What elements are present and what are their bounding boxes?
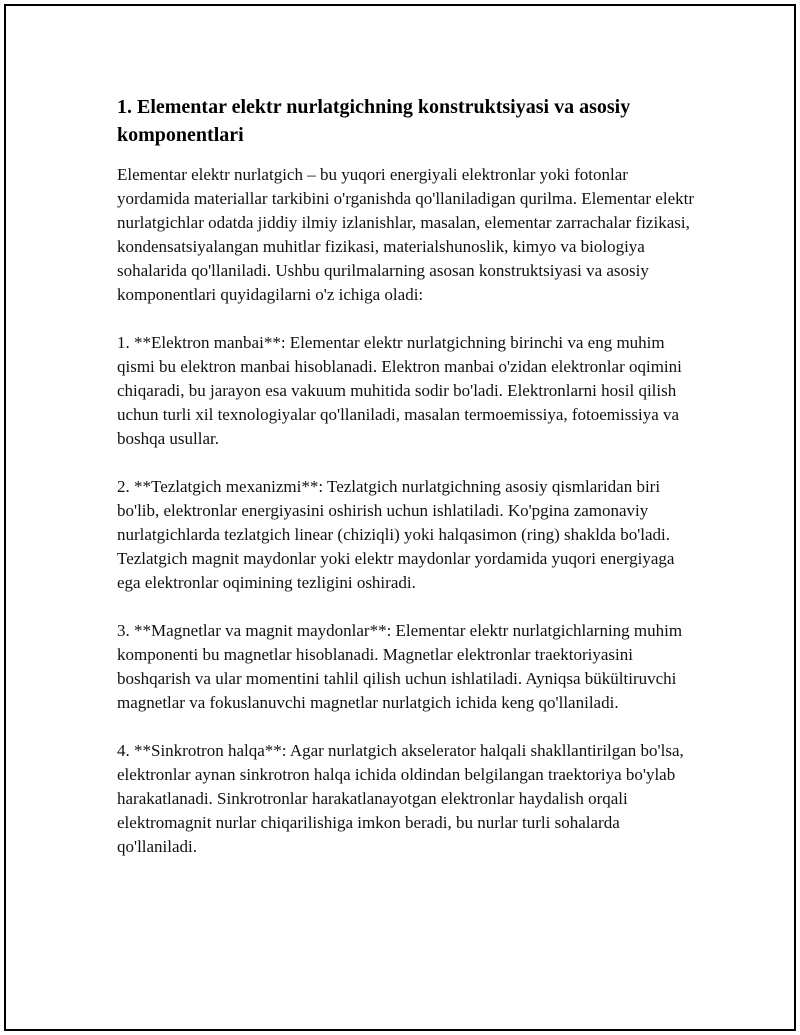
- paragraph-electron-source: 1. **Elektron manbai**: Elementar elektr nurlatgichning birinchi va eng muhim qismi bu elektron manbai hisoblanadi. Elektron manbai o'zidan elektronlar oqimini chiqaradi, bu jarayon esa vakuum muhitida sodir bo'ladi. Elektronlarni hosil qilish uchun turli xil texnologiyalar qo'llaniladi, masalan termoemissiya, fotoemissiya va boshqa usullar.: [117, 333, 682, 448]
- paragraph-synchrotron: 4. **Sinkrotron halqa**: Agar nurlatgich akselerator halqali shakllantirilgan bo'lsa, elektronlar aynan sinkrotron halqa ichida oldindan belgilangan traektoriya bo'ylab harakatlanadi. Sinkrotronlar harakatlanayotgan elektronlar haydalish orqali elektromagnit nurlar chiqarilishiga imkon beradi, bu nurlar turli sohalarda qo'llaniladi.: [117, 741, 684, 856]
- paragraph-magnets: 3. **Magnetlar va magnit maydonlar**: Elementar elektr nurlatgichlarning muhim komponenti bu magnetlar hisoblanadi. Magnetlar elektronlar traektoriyasini boshqarish va ular momentini tahlil qilish uchun ishlatiladi. Ayniqsa bükültiruvchi magnetlar va fokuslanuvchi magnetlar nurlatgich ichida keng qo'llaniladi.: [117, 621, 683, 712]
- paragraph-accelerator: 2. **Tezlatgich mexanizmi**: Tezlatgich nurlatgichning asosiy qismlaridan biri bo'lib, elektronlar energiyasini oshirish uchun ishlatiladi. Ko'pgina zamonaviy nurlatgichlarda tezlatgich linear (chiziqli) yoki halqasimon (ring) shaklda bo'ladi. Tezlatgich magnit maydonlar yoki elektr maydonlar yordamida yuqori energiyaga ega elektronlar oqimining tezligini oshiradi.: [117, 477, 675, 592]
- section-title: 1. Elementar elektr nurlatgichning konstruktsiyasi va asosiy komponentlari: [117, 96, 631, 146]
- document-body: [117, 93, 697, 883]
- intro-paragraph: Elementar elektr nurlatgich – bu yuqori energiyali elektronlar yoki fotonlar yordamida materiallar tarkibini o'rganishda qo'llaniladigan qurilma. Elementar elektr nurlatgichlar odatda jiddiy ilmiy izlanishlar, masalan, elementar zarrachalar fizikasi, kondensatsiyalangan muhitlar fizikasi, materialshunoslik, kimyo va biologiya sohalarida qo'llaniladi. Ushbu qurilmalarning asosan konstruktsiyasi va asosiy komponentlari quyidagilarni o'z ichiga oladi:: [117, 165, 695, 304]
